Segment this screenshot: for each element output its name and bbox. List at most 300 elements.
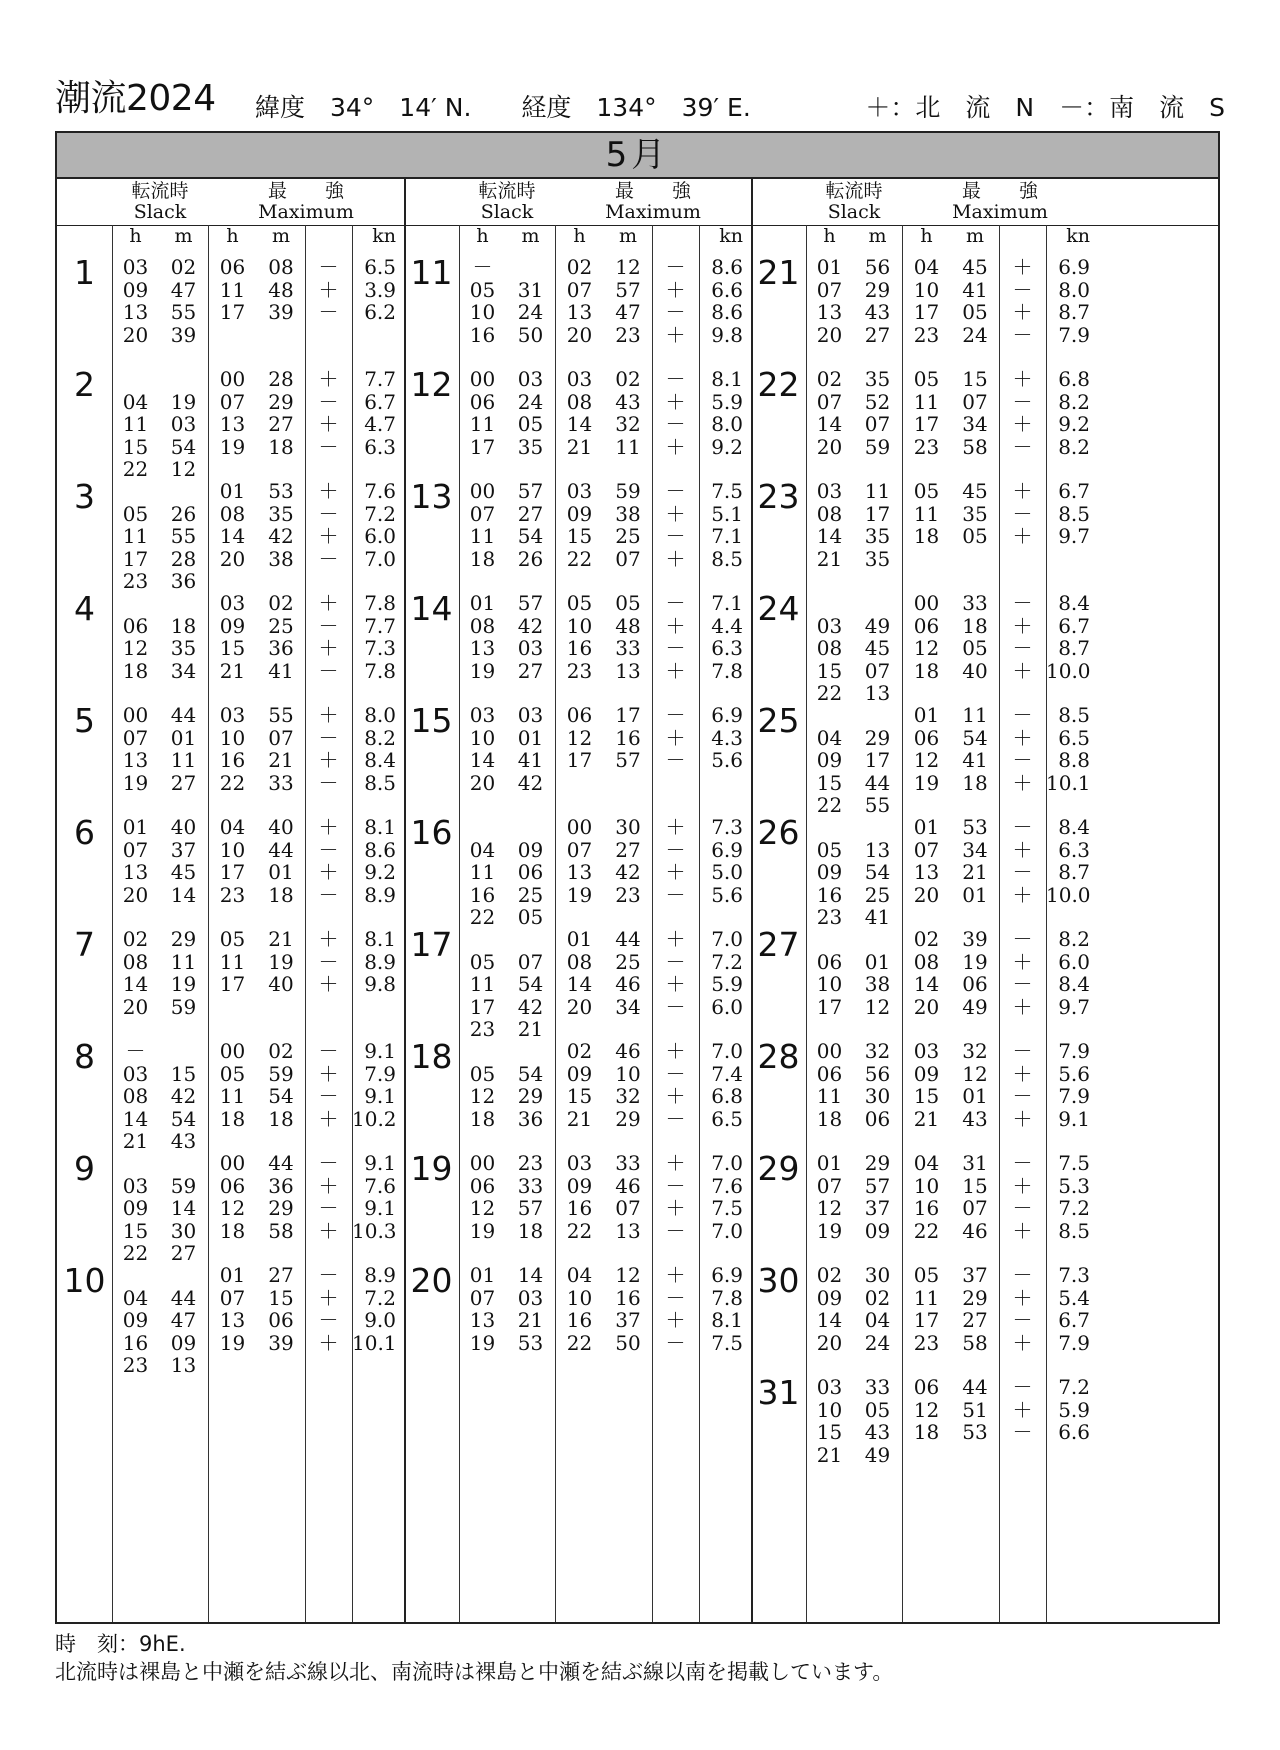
max-minute: 45 xyxy=(962,255,988,279)
max-hour: 23 xyxy=(566,658,593,683)
flow-direction: － xyxy=(318,300,339,324)
flow-direction: － xyxy=(1012,434,1033,459)
slack-minute: 14 xyxy=(517,1263,544,1287)
unit-mm: m xyxy=(618,225,638,247)
slack-hour: 12 xyxy=(122,636,149,660)
max-minute: 17 xyxy=(615,703,641,727)
column-divider xyxy=(459,225,460,1622)
max-minute: 34 xyxy=(962,837,988,862)
slack-hour: 11 xyxy=(469,972,496,996)
day-number: 5 xyxy=(74,701,95,740)
max-speed-kn: 6.8 xyxy=(711,1084,743,1108)
max-hour: 12 xyxy=(913,636,940,660)
max-speed-kn: 6.9 xyxy=(711,837,743,862)
flow-direction: － xyxy=(665,837,686,862)
max-minute: 36 xyxy=(268,636,294,660)
slack-minute: 57 xyxy=(517,591,544,615)
location-coordinates: 緯度 34° 14′ N. 経度 134° 39′ E. xyxy=(255,93,751,122)
day-number: 3 xyxy=(74,477,95,516)
flow-direction: － xyxy=(665,1106,686,1131)
max-minute: 39 xyxy=(268,1330,294,1355)
slack-hour: 16 xyxy=(469,882,496,907)
max-hour: 03 xyxy=(913,1039,940,1063)
max-hour: 18 xyxy=(913,658,940,683)
flow-direction: ＋ xyxy=(665,389,686,414)
slack-minute: 19 xyxy=(170,389,197,414)
slack-hour: 20 xyxy=(122,994,149,1019)
max-minute: 42 xyxy=(268,524,294,548)
max-hour: 02 xyxy=(566,1039,593,1063)
max-hour: 13 xyxy=(219,1308,246,1332)
day-number: 27 xyxy=(757,925,800,964)
max-hour: 19 xyxy=(219,1330,246,1355)
max-speed-kn: 6.6 xyxy=(711,277,743,302)
slack-hour: 16 xyxy=(816,882,843,907)
max-hour: 13 xyxy=(913,860,940,884)
day-number: 16 xyxy=(410,813,453,852)
max-speed-kn: 8.5 xyxy=(1058,703,1090,727)
max-speed-kn: 7.4 xyxy=(711,1061,743,1086)
max-speed-kn: 6.5 xyxy=(1058,725,1090,750)
flow-direction: ＋ xyxy=(318,815,339,839)
max-speed-kn: 8.4 xyxy=(1058,972,1090,996)
slack-minute: 57 xyxy=(864,1173,891,1198)
flow-direction: ＋ xyxy=(1012,479,1033,503)
slack-minute: 36 xyxy=(517,1106,544,1131)
day-group-22 xyxy=(57,367,1218,477)
flow-direction: ＋ xyxy=(1012,837,1033,862)
max-speed-kn: 8.6 xyxy=(711,300,743,324)
max-minute: 02 xyxy=(615,367,641,391)
slack-hour: 09 xyxy=(122,277,149,302)
slack-hour: 16 xyxy=(122,1330,149,1355)
slack-hour: 17 xyxy=(469,994,496,1019)
max-minute: 46 xyxy=(615,972,641,996)
max-hour: 01 xyxy=(913,815,940,839)
slack-hour: 00 xyxy=(469,479,496,503)
slack-minute: 07 xyxy=(864,658,891,683)
unit-mm: m xyxy=(965,225,985,247)
flow-direction: ＋ xyxy=(318,1330,339,1355)
max-hour: 18 xyxy=(219,1218,246,1243)
flow-direction: － xyxy=(318,1196,339,1220)
max-hour: 09 xyxy=(566,501,593,526)
max-hour: 06 xyxy=(219,255,246,279)
slack-hour: 00 xyxy=(122,703,149,727)
max-hour: 05 xyxy=(219,1061,246,1086)
max-hour: 02 xyxy=(566,255,593,279)
max-speed-kn: 8.2 xyxy=(1058,434,1090,459)
slack-hour: 19 xyxy=(469,1330,496,1355)
slack-hour: 14 xyxy=(816,1308,843,1332)
flow-direction: － xyxy=(665,300,686,324)
flow-direction: － xyxy=(1012,1375,1033,1399)
flow-direction: ＋ xyxy=(665,815,686,839)
max-speed-kn: 7.8 xyxy=(711,1285,743,1310)
slack-hour: 04 xyxy=(122,389,149,414)
max-hour: 06 xyxy=(219,1173,246,1198)
max-hour: 17 xyxy=(219,300,246,324)
max-hour: 12 xyxy=(913,1397,940,1422)
flow-direction: ＋ xyxy=(318,636,339,660)
flow-direction: ＋ xyxy=(665,1196,686,1220)
max-speed-kn: 6.0 xyxy=(1058,949,1090,974)
slack-hour: 12 xyxy=(469,1084,496,1108)
flow-direction: ＋ xyxy=(665,1039,686,1063)
slack-minute: 54 xyxy=(170,1106,197,1131)
max-hour: 21 xyxy=(219,658,246,683)
day-number: 7 xyxy=(74,925,95,964)
slack-hour: 22 xyxy=(469,905,496,929)
max-minute: 54 xyxy=(962,725,988,750)
max-minute: 36 xyxy=(268,1173,294,1198)
max-hour: 10 xyxy=(913,1173,940,1198)
max-speed-kn: 7.6 xyxy=(711,1173,743,1198)
max-speed-kn: 6.5 xyxy=(711,1106,743,1131)
slack-minute: 02 xyxy=(170,255,197,279)
flow-direction: － xyxy=(318,1263,339,1287)
max-minute: 32 xyxy=(615,1084,641,1108)
slack-hour: 01 xyxy=(469,1263,496,1287)
max-speed-kn: 9.1 xyxy=(364,1039,396,1063)
max-minute: 19 xyxy=(268,949,294,974)
slack-hour: 13 xyxy=(816,300,843,324)
timezone-note: 時 刻：9hE. xyxy=(55,1632,186,1656)
max-minute: 10 xyxy=(615,1061,641,1086)
slack-hour: 00 xyxy=(816,1039,843,1063)
max-speed-kn: 7.5 xyxy=(711,1196,743,1220)
max-speed-kn: 7.9 xyxy=(1058,1330,1090,1355)
max-minute: 34 xyxy=(615,994,641,1019)
slack-hour: 20 xyxy=(816,1330,843,1355)
slack-hour: 10 xyxy=(469,725,496,750)
max-speed-kn: 4.3 xyxy=(711,725,743,750)
max-speed-kn: 4.4 xyxy=(711,613,743,638)
max-speed-kn: 7.2 xyxy=(711,949,743,974)
max-speed-kn: 8.1 xyxy=(711,1308,743,1332)
max-hour: 22 xyxy=(913,1218,940,1243)
max-minute: 42 xyxy=(615,860,641,884)
slack-minute: 19 xyxy=(170,972,197,996)
max-hour: 07 xyxy=(566,837,593,862)
max-speed-kn: 5.9 xyxy=(1058,1397,1090,1422)
slack-hour: － xyxy=(472,255,493,279)
slack-minute: 42 xyxy=(170,1084,197,1108)
slack-minute: 26 xyxy=(517,546,544,571)
slack-minute: 54 xyxy=(864,860,891,884)
flow-direction: ＋ xyxy=(318,927,339,951)
max-minute: 53 xyxy=(268,479,294,503)
max-hour: 04 xyxy=(913,1151,940,1175)
max-speed-kn: 7.1 xyxy=(711,524,743,548)
flow-direction: ＋ xyxy=(318,1106,339,1131)
max-hour: 17 xyxy=(219,972,246,996)
maximum-header: 最 強 Maximum xyxy=(952,180,1048,223)
day-group-25 xyxy=(57,701,1218,817)
slack-minute: 03 xyxy=(170,412,197,436)
max-speed-kn: 8.5 xyxy=(711,546,743,571)
slack-minute: 05 xyxy=(517,905,544,929)
max-hour: 18 xyxy=(913,1420,940,1444)
panel-divider xyxy=(404,179,406,1622)
day-number: 9 xyxy=(74,1149,95,1188)
slack-minute: 56 xyxy=(864,1061,891,1086)
flow-direction: － xyxy=(665,1285,686,1310)
slack-hour: 06 xyxy=(816,949,843,974)
day-number: 28 xyxy=(757,1037,800,1076)
max-hour: 09 xyxy=(566,1061,593,1086)
max-speed-kn: 6.7 xyxy=(364,389,396,414)
slack-hour: 08 xyxy=(122,1084,149,1108)
slack-minute: 36 xyxy=(170,569,197,593)
max-minute: 49 xyxy=(962,994,988,1019)
slack-hour: 20 xyxy=(122,882,149,907)
flow-direction: － xyxy=(665,524,686,548)
slack-hour: 05 xyxy=(469,1061,496,1086)
slack-minute: 13 xyxy=(864,837,891,862)
max-hour: 16 xyxy=(219,748,246,772)
slack-hour: 19 xyxy=(122,770,149,795)
table-body xyxy=(57,247,1218,1622)
max-speed-kn: 8.4 xyxy=(364,748,396,772)
max-minute: 44 xyxy=(962,1375,988,1399)
slack-minute: 57 xyxy=(517,479,544,503)
max-speed-kn: 6.2 xyxy=(364,300,396,324)
flow-direction: － xyxy=(1012,748,1033,772)
max-minute: 23 xyxy=(615,322,641,347)
max-minute: 18 xyxy=(268,882,294,907)
slack-minute: 43 xyxy=(864,1420,891,1444)
max-speed-kn: 10.2 xyxy=(352,1106,397,1131)
max-minute: 06 xyxy=(962,972,988,996)
max-hour: 06 xyxy=(913,1375,940,1399)
slack-minute: 26 xyxy=(170,501,197,526)
max-minute: 12 xyxy=(615,1263,641,1287)
slack-hour: 08 xyxy=(469,613,496,638)
flow-direction: ＋ xyxy=(318,479,339,503)
max-speed-kn: 10.3 xyxy=(352,1218,397,1243)
unit-mh: h xyxy=(573,225,586,247)
max-hour: 17 xyxy=(913,412,940,436)
slack-minute: 24 xyxy=(864,1330,891,1355)
tidal-current-table xyxy=(55,131,1220,1624)
max-speed-kn: 6.0 xyxy=(364,524,396,548)
slack-minute: 35 xyxy=(864,367,891,391)
max-hour: 05 xyxy=(566,591,593,615)
flow-direction: － xyxy=(1012,972,1033,996)
max-speed-kn: 8.9 xyxy=(364,949,396,974)
flow-direction: － xyxy=(318,1151,339,1175)
max-hour: 20 xyxy=(566,994,593,1019)
slack-hour: 11 xyxy=(469,860,496,884)
slack-minute: 27 xyxy=(517,658,544,683)
flow-direction: － xyxy=(1012,1308,1033,1332)
slack-minute: 28 xyxy=(170,546,197,571)
max-minute: 18 xyxy=(962,613,988,638)
slack-hour: － xyxy=(125,1039,146,1063)
slack-minute: 35 xyxy=(517,434,544,459)
slack-minute: 17 xyxy=(864,748,891,772)
slack-hour: 10 xyxy=(816,1397,843,1422)
slack-minute: 29 xyxy=(864,1151,891,1175)
max-hour: 14 xyxy=(219,524,246,548)
slack-minute: 37 xyxy=(170,837,197,862)
slack-minute: 12 xyxy=(864,994,891,1019)
flow-direction: ＋ xyxy=(318,1173,339,1198)
max-hour: 20 xyxy=(219,546,246,571)
column-divider xyxy=(112,225,113,1622)
flow-direction: － xyxy=(318,434,339,459)
flow-direction: ＋ xyxy=(1012,770,1033,795)
slack-minute: 29 xyxy=(864,725,891,750)
slack-hour: 13 xyxy=(469,1308,496,1332)
max-minute: 19 xyxy=(962,949,988,974)
slack-hour: 01 xyxy=(816,1151,843,1175)
max-minute: 59 xyxy=(268,1061,294,1086)
max-speed-kn: 5.6 xyxy=(1058,1061,1090,1086)
slack-hour: 07 xyxy=(469,1285,496,1310)
flow-direction: ＋ xyxy=(1012,658,1033,683)
max-speed-kn: 6.8 xyxy=(1058,367,1090,391)
slack-minute: 11 xyxy=(170,748,197,772)
max-hour: 05 xyxy=(913,479,940,503)
flow-direction: － xyxy=(1012,501,1033,526)
max-minute: 59 xyxy=(615,479,641,503)
flow-direction: － xyxy=(1012,1196,1033,1220)
flow-direction: ＋ xyxy=(318,1218,339,1243)
max-hour: 19 xyxy=(566,882,593,907)
flow-direction: － xyxy=(665,994,686,1019)
column-divider xyxy=(652,225,653,1622)
day-group-24 xyxy=(57,589,1218,705)
max-minute: 25 xyxy=(615,524,641,548)
slack-minute: 06 xyxy=(517,860,544,884)
flow-direction: ＋ xyxy=(318,1285,339,1310)
max-hour: 13 xyxy=(566,300,593,324)
panel-divider xyxy=(751,179,753,1622)
column-divider xyxy=(555,225,556,1622)
day-number: 26 xyxy=(757,813,800,852)
slack-hour: 09 xyxy=(816,1285,843,1310)
max-minute: 33 xyxy=(268,770,294,795)
unit-mh: h xyxy=(920,225,933,247)
max-minute: 18 xyxy=(268,434,294,459)
max-minute: 23 xyxy=(615,882,641,907)
max-minute: 57 xyxy=(615,748,641,772)
max-speed-kn: 8.0 xyxy=(1058,277,1090,302)
flow-direction: ＋ xyxy=(1012,1061,1033,1086)
max-hour: 22 xyxy=(219,770,246,795)
slack-minute: 27 xyxy=(170,1241,197,1265)
max-minute: 05 xyxy=(615,591,641,615)
flow-direction: ＋ xyxy=(665,613,686,638)
slack-header: 転流時 Slack xyxy=(825,180,883,223)
max-minute: 11 xyxy=(962,703,988,727)
slack-hour: 04 xyxy=(122,1285,149,1310)
slack-minute: 18 xyxy=(517,1218,544,1243)
day-group-23 xyxy=(57,479,1218,589)
max-minute: 16 xyxy=(615,725,641,750)
flow-direction: － xyxy=(318,613,339,638)
slack-hour: 14 xyxy=(122,1106,149,1131)
slack-minute: 59 xyxy=(170,1173,197,1198)
max-hour: 14 xyxy=(913,972,940,996)
max-hour: 23 xyxy=(913,322,940,347)
max-minute: 11 xyxy=(615,434,641,459)
day-number: 23 xyxy=(757,477,800,516)
flow-direction: － xyxy=(665,1061,686,1086)
max-minute: 35 xyxy=(962,501,988,526)
slack-minute: 14 xyxy=(170,882,197,907)
slack-minute: 47 xyxy=(170,277,197,302)
max-speed-kn: 7.2 xyxy=(364,1285,396,1310)
max-minute: 32 xyxy=(615,412,641,436)
flow-direction: ＋ xyxy=(318,748,339,772)
slack-minute: 09 xyxy=(517,837,544,862)
slack-minute: 13 xyxy=(170,1353,197,1377)
max-minute: 27 xyxy=(615,837,641,862)
max-speed-kn: 10.0 xyxy=(1046,658,1091,683)
unit-mm: m xyxy=(271,225,291,247)
max-speed-kn: 10.0 xyxy=(1046,882,1091,907)
max-minute: 06 xyxy=(268,1308,294,1332)
slack-hour: 01 xyxy=(122,815,149,839)
max-speed-kn: 8.5 xyxy=(1058,501,1090,526)
max-speed-kn: 7.5 xyxy=(1058,1151,1090,1175)
column-divider xyxy=(1046,225,1047,1622)
flow-direction: ＋ xyxy=(318,860,339,884)
slack-hour: 05 xyxy=(469,277,496,302)
max-speed-kn: 9.1 xyxy=(364,1196,396,1220)
max-speed-kn: 7.3 xyxy=(364,636,396,660)
max-minute: 44 xyxy=(615,927,641,951)
slack-minute: 02 xyxy=(864,1285,891,1310)
max-minute: 48 xyxy=(268,277,294,302)
flow-direction: － xyxy=(318,837,339,862)
max-hour: 11 xyxy=(913,389,940,414)
max-speed-kn: 8.1 xyxy=(364,927,396,951)
max-speed-kn: 8.6 xyxy=(364,837,396,862)
max-hour: 16 xyxy=(913,1196,940,1220)
max-speed-kn: 9.8 xyxy=(711,322,743,347)
slack-hour: 22 xyxy=(122,1241,149,1265)
slack-hour: 19 xyxy=(469,1218,496,1243)
slack-hour: 20 xyxy=(816,434,843,459)
max-minute: 27 xyxy=(268,412,294,436)
day-group-29 xyxy=(57,1151,1218,1261)
slack-minute: 11 xyxy=(170,949,197,974)
slack-minute: 59 xyxy=(170,994,197,1019)
day-group-28 xyxy=(57,1039,1218,1149)
slack-minute: 40 xyxy=(170,815,197,839)
slack-minute: 23 xyxy=(517,1151,544,1175)
max-hour: 21 xyxy=(566,434,593,459)
day-number: 2 xyxy=(74,365,95,404)
max-minute: 32 xyxy=(962,1039,988,1063)
max-hour: 11 xyxy=(913,501,940,526)
max-hour: 00 xyxy=(219,1151,246,1175)
max-speed-kn: 7.2 xyxy=(364,501,396,526)
slack-hour: 16 xyxy=(469,322,496,347)
flow-direction: ＋ xyxy=(1012,1106,1033,1131)
max-minute: 50 xyxy=(615,1330,641,1355)
slack-minute: 35 xyxy=(170,636,197,660)
max-hour: 12 xyxy=(219,1196,246,1220)
day-number: 4 xyxy=(74,589,95,628)
max-minute: 07 xyxy=(268,725,294,750)
max-minute: 05 xyxy=(962,300,988,324)
day-number: 31 xyxy=(757,1373,800,1412)
